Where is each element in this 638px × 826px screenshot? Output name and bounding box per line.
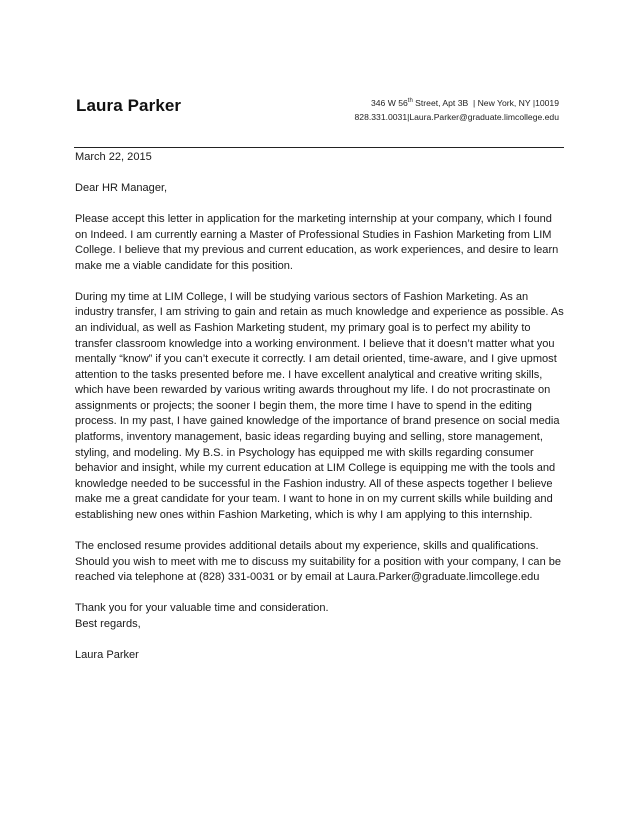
header-divider: [74, 147, 564, 148]
paragraph-contact: The enclosed resume provides additional details about my experience, skills and qualifications. Should you wish to meet with me to discuss my suitability for a position with your company, I can be reached via telephone at (828) 331-0031 or by email at Laura.Parker@graduate.limcollege.edu: [75, 540, 562, 584]
signoff: Best regards,: [75, 617, 141, 630]
address-prefix: 346 W 56: [370, 98, 408, 108]
phone-email-line: 828.331.0031|Laura.Parker@graduate.limcollege.edu: [354, 112, 559, 122]
closing-line: Thank you for your valuable time and consideration.: [75, 602, 329, 615]
paragraph-intro: Please accept this letter in application for the marketing internship at your company, which I found on Indeed. I am currently earning a Master of Professional Studies in Fashion Marketing from LIM College. I believe that my previous and current education, as work experiences, and desire to learn make me a viable candidate for this position.: [75, 212, 559, 272]
letter-date: March 22, 2015: [75, 151, 152, 163]
contact-info: [355, 96, 559, 124]
applicant-name: Laura Parker: [76, 96, 182, 115]
paragraph-experience: During my time at LIM College, I will be studying various sectors of Fashion Marketing. As an industry transfer, I am striving to gain and retain as much knowledge and experience as possible. As an individual, as well as Fashion Marketing student, my primary goal is to perfect my ability to transfer classroom knowledge into a working environment. I believe that it doesn’t matter what you mentally “know” if you can’t execute it correctly. I am detail oriented, time-aware, and I give upmost attention to the tasks presented before me. I have excellent analytical and creative writing skills, which have been rewarded by various writing awards throughout my life. I do not procrastinate on assignments or projects; the sooner I begin them, the more time I have to spend in the editing process. In my past, I have gained knowledge of the importance of brand presence on social media platforms, inventory management, basic ideas regarding buying and selling, store management, styling, and modeling. My B.S. in Psychology has equipped me with skills regarding consumer behavior and insight, while my current education at LIM College is equipping me with the tools and knowledge needed to be successful in the Fashion industry. All of these aspects together I believe make me a great candidate for your team. I want to hone in on my current skills while building and establishing new ones within Fashion Marketing, which is why I am applying to this internship.: [75, 290, 564, 522]
address-superscript: th: [407, 98, 413, 104]
salutation: Dear HR Manager,: [75, 181, 168, 194]
signature: Laura Parker: [75, 648, 139, 661]
address-suffix: Street, Apt 3B | New York, NY |10019: [412, 98, 559, 108]
address-line: [355, 96, 559, 110]
letter-body: [75, 150, 567, 679]
